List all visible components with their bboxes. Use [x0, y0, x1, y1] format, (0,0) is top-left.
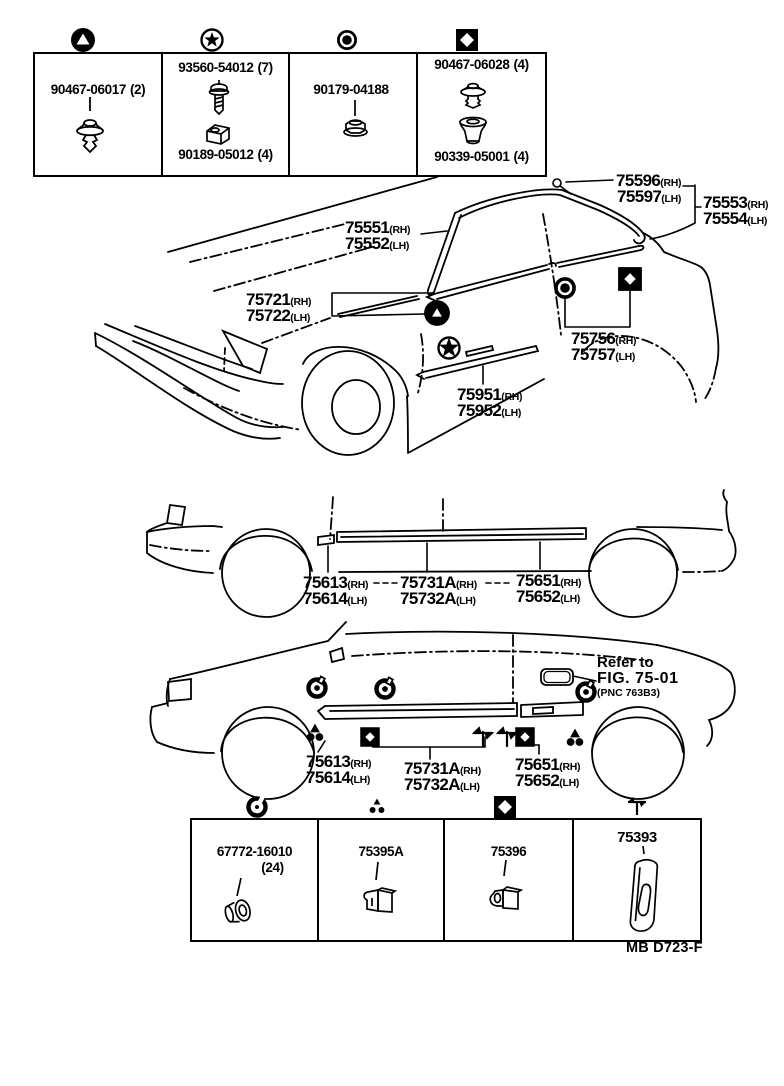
refer-note-line2: FIG. 75-01 [597, 670, 679, 687]
rocker-moulding-strip [318, 703, 517, 719]
part-number: 90179-04188 [313, 82, 389, 97]
legend-cell-clip-75395A [319, 820, 443, 940]
part-number: 67772-16010 [216, 844, 293, 859]
callout-75732A-lh: 75732A(LH) [400, 589, 476, 608]
legend-cell-grommet [192, 820, 317, 940]
part-number: 75396 [490, 844, 527, 859]
windshield-moulding [428, 213, 461, 295]
part-number: 75395A [358, 844, 404, 859]
callout-75613-rh: 75613(RH) [303, 573, 369, 592]
swirl-clip-icon [578, 680, 595, 700]
door-protection-moulding [417, 346, 538, 379]
part-number: 90467-06017 (2) [50, 82, 146, 97]
callout-75756-rh: 75756(RH) [571, 329, 637, 348]
part-number: 90189-05012 (4) [178, 147, 273, 162]
figure-code: MB D723-F [626, 940, 703, 956]
bullseye-icon [555, 278, 575, 298]
mirror [330, 648, 344, 662]
callout-75597-lh: 75597(LH) [617, 187, 682, 206]
legend-cell-clip-75396 [445, 820, 572, 940]
legend-cell-moulding-end [574, 820, 700, 940]
trefoil-icon [568, 731, 583, 746]
callout-75651-rh: 75651(RH) [516, 571, 582, 590]
diamond-in-square-icon [619, 268, 641, 290]
clip-illustration [477, 860, 537, 922]
part-qty: (24) [261, 860, 284, 875]
callout-75952-lh: 75952(LH) [457, 401, 522, 420]
diamond-in-square-icon [516, 728, 534, 746]
star-in-circle-icon [439, 338, 460, 359]
refer-note-line3: (PNC 763B3) [597, 687, 661, 699]
moulding-end-illustration [604, 846, 684, 938]
legend-cell-rivet-grommet [418, 54, 545, 175]
legend-cell-push-clip [35, 54, 161, 175]
part-number: 90339-05001 (4) [434, 149, 529, 164]
pinwheel-icon [498, 728, 516, 746]
callout-75731A-rh: 75731A(RH) [400, 573, 477, 592]
callout-75614-lh: 75614(LH) [306, 768, 371, 787]
refer-note-line1: Refer to [597, 654, 654, 671]
callout-75552-lh: 75552(LH) [345, 234, 410, 253]
callout-75613-rh: 75613(RH) [306, 752, 372, 771]
side-moulding-strip [337, 528, 586, 542]
callout-75652-lh: 75652(LH) [516, 587, 581, 606]
callout-75652-lh: 75652(LH) [515, 771, 580, 790]
badge-plate [541, 669, 573, 685]
rear-wheel [589, 529, 677, 617]
headlamp [168, 679, 191, 701]
callout-75614-lh: 75614(LH) [303, 589, 368, 608]
callout-75596-rh: 75596(RH) [616, 171, 682, 190]
front-bumper [95, 333, 302, 439]
callout-75651-rh: 75651(RH) [515, 755, 581, 774]
callout-75553-rh: 75553(RH) [703, 193, 769, 212]
screw-grommet-illustration [443, 112, 503, 152]
swirl-clip-icon [377, 677, 394, 697]
screw-illustration [189, 78, 249, 120]
callout-75732A-lh: 75732A(LH) [404, 775, 480, 794]
triangle-in-circle-icon [425, 301, 449, 325]
rear-wheel [592, 707, 684, 799]
door-belt-moulding [427, 263, 556, 301]
part-number: 75393 [617, 829, 657, 846]
callout-75951-rh: 75951(RH) [457, 385, 523, 404]
pinwheel-icon [474, 728, 492, 746]
rear-rocker-moulding [521, 702, 583, 717]
push-rivet-illustration [443, 72, 503, 116]
callout-75722-lh: 75722(LH) [246, 306, 311, 325]
clip-legend-table [190, 818, 702, 942]
quarter-belt-moulding [557, 246, 643, 267]
push-clip-illustration [60, 95, 120, 165]
callout-75757-lh: 75757(LH) [571, 345, 636, 364]
legend-cell-screw-clamp [163, 54, 288, 175]
callout-leaders-view1 [332, 180, 701, 384]
legend-cell-nut [290, 54, 416, 175]
callout-75721-rh: 75721(RH) [246, 290, 312, 309]
fastener-legend-table [33, 52, 547, 177]
front-wheel [222, 707, 314, 799]
diamond-in-square-icon [361, 728, 379, 746]
part-number: 93560-54012 (7) [178, 60, 273, 75]
part-number: 90467-06028 (4) [434, 57, 529, 72]
front-door-moulding-75613 [318, 535, 334, 545]
callout-75554-lh: 75554(LH) [703, 209, 768, 228]
front-wheel [222, 529, 310, 617]
nut-illustration [325, 98, 385, 150]
callout-75731A-rh: 75731A(RH) [404, 759, 481, 778]
swirl-clip-icon [309, 676, 326, 696]
front-wheel [302, 351, 394, 455]
callout-75551-rh: 75551(RH) [345, 218, 411, 237]
grommet-illustration [205, 876, 267, 934]
clip-illustration [350, 862, 410, 924]
